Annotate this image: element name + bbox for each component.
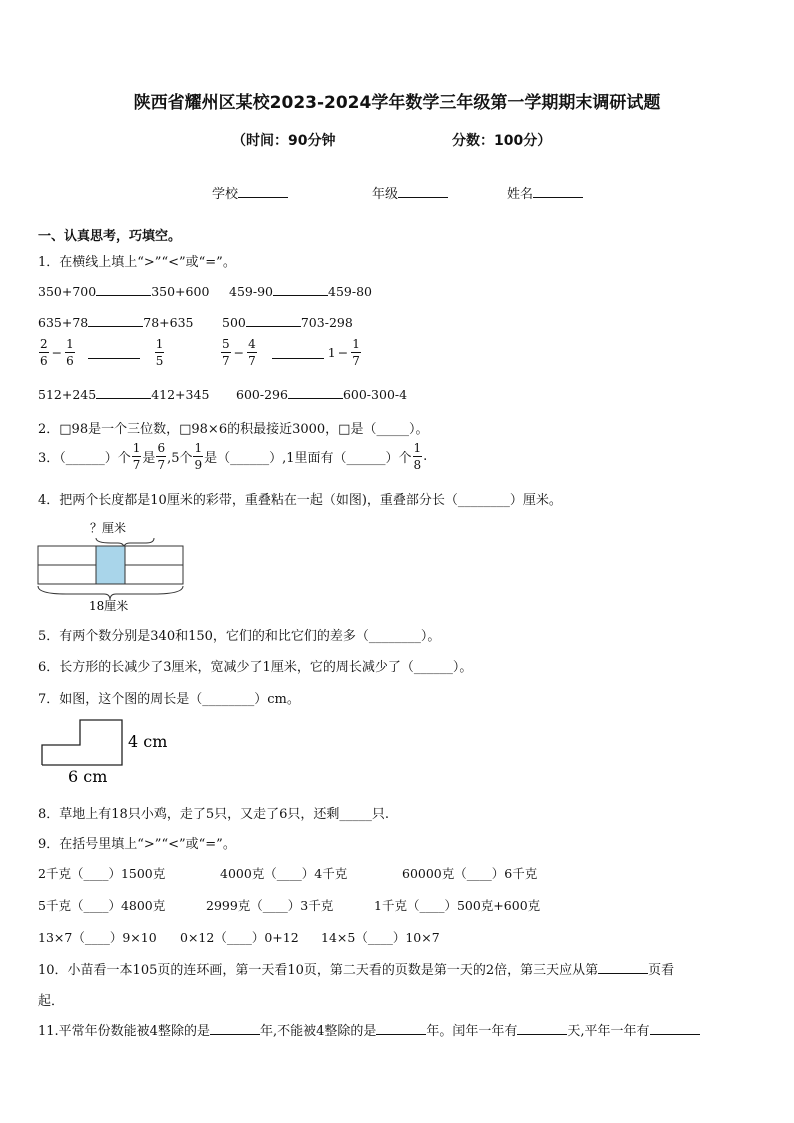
question-11: 11.平常年份数能被4整除的是 年,不能被4整除的是 年。闰年一年有 天,平年一年有 (38, 1020, 700, 1039)
fraction: $\frac{1}{7}$ (352, 337, 360, 368)
name-blank[interactable] (533, 185, 583, 198)
question-8: 8．草地上有18只小鸡，走了5只，又走了6只，还剩_____只. (38, 807, 389, 822)
question-5: 5．有两个数分别是340和150，它们的和比它们的差多（________）。 (38, 629, 441, 644)
answer-blank[interactable] (598, 961, 648, 974)
q9-item: 60000克（____）6千克 (402, 866, 538, 881)
question-6: 6．长方形的长减少了3厘米，宽减少了1厘米，它的周长减少了（______）。 (38, 660, 473, 675)
fraction: $\frac{1}{9}$ (194, 441, 203, 472)
q1-row-3a: $\frac{2}{6}$ − $\frac{1}{6}$ $\frac{1}{5}$ (40, 337, 164, 368)
answer-blank[interactable] (88, 346, 140, 359)
answer-blank[interactable] (376, 1022, 426, 1035)
school-label: 学校 (212, 187, 239, 202)
answer-blank[interactable] (288, 386, 343, 399)
name-field (507, 183, 583, 202)
grade-field (372, 183, 448, 202)
answer-blank[interactable] (650, 1022, 700, 1035)
section-heading: 一、认真思考，巧填空。 (38, 229, 182, 244)
answer-blank[interactable] (273, 283, 328, 296)
grade-blank[interactable] (398, 185, 448, 198)
q1-row-4a: 512+245 412+345 (38, 387, 210, 402)
bottom-brace (38, 586, 183, 600)
width-label: 6 cm (68, 767, 108, 786)
q1-row-2b: 500 703-298 (222, 315, 353, 330)
question-10: 10．小苗看一本105页的连环画，第一天看10页，第二天看的页数是第一天的2倍，第三天应从第 页看 (38, 963, 675, 978)
fraction: $\frac{1}{6}$ (66, 337, 74, 368)
page-title: 陕西省耀州区某校2023-2024学年数学三年级第一学期期末调研试题 (133, 93, 661, 113)
fraction: $\frac{1}{7}$ (132, 441, 141, 472)
q9-item: 4000克（____）4千克 (220, 866, 348, 881)
q1-row-2a: 635+78 78+635 (38, 315, 194, 330)
fraction: $\frac{6}{7}$ (157, 441, 166, 472)
answer-blank[interactable] (272, 346, 324, 359)
q9-item: 2千克（____）1500克 (38, 866, 166, 881)
fraction: $\frac{5}{7}$ (222, 337, 230, 368)
q1-row-4b: 600-296 600-300-4 (236, 387, 408, 402)
overlap-length-label: ？厘米 (90, 521, 127, 535)
ribbon-overlap-figure (36, 518, 186, 613)
exam-time: （时间：90分钟 (232, 133, 336, 149)
q9-item: 5千克（____）4800克 (38, 898, 166, 913)
grade-label: 年级 (372, 187, 399, 202)
overlap-region (96, 546, 125, 584)
school-blank[interactable] (238, 185, 288, 198)
height-label: 4 cm (128, 732, 168, 751)
fraction: $\frac{1}{8}$ (413, 441, 422, 472)
q9-item: 14×5（____）10×7 (321, 930, 440, 945)
q9-item: 13×7（____）9×10 (38, 930, 157, 945)
question-7: 7．如图，这个图的周长是（________）cm。 (38, 692, 300, 707)
question-10-cont: 起． (38, 994, 65, 1009)
q1-row-3b: $\frac{5}{7}$ − $\frac{4}{7}$ 1 − $\frac{1}{7}$ (222, 337, 360, 368)
answer-blank[interactable] (517, 1022, 567, 1035)
fraction: $\frac{1}{5}$ (155, 337, 164, 368)
q1-row-1a: 350+700 350+600 (38, 284, 210, 299)
q9-item: 1千克（____）500克+600克 (374, 898, 541, 913)
stepped-shape (42, 720, 122, 765)
name-label: 姓名 (507, 187, 534, 202)
exam-score: 分数：100分） (452, 133, 552, 149)
question-4: 4．把两个长度都是10厘米的彩带，重叠粘在一起（如图)，重叠部分长（________）厘米。 (38, 493, 562, 508)
school-field (212, 183, 288, 202)
total-length-label: 18厘米 (89, 599, 129, 613)
question-1: 1．在横线上填上“>”“<”或“=”。 (38, 255, 236, 270)
answer-blank[interactable] (246, 314, 301, 327)
question-2: 2．□98是一个三位数，□98×6的积最接近3000，□是（_____）。 (38, 422, 429, 437)
q9-item: 0×12（____）0+12 (180, 930, 299, 945)
answer-blank[interactable] (96, 386, 151, 399)
fraction: $\frac{4}{7}$ (248, 337, 256, 368)
q9-item: 2999克（____）3千克 (206, 898, 334, 913)
shape-perimeter-figure (38, 716, 178, 788)
answer-blank[interactable] (210, 1022, 260, 1035)
fraction: $\frac{2}{6}$ (40, 337, 48, 368)
question-9: 9．在括号里填上“>”“<”或“=”。 (38, 837, 236, 852)
question-3: 3．（______）个 $\frac{1}{7}$ 是 $\frac{6}{7}$ ,5个 $\frac{1}{9}$ 是（______）,1里面有（______）个 $\frac{1}{8}$ . (38, 441, 428, 472)
q1-row-1b: 459-90 459-80 (229, 284, 372, 299)
answer-blank[interactable] (96, 283, 151, 296)
answer-blank[interactable] (88, 314, 143, 327)
